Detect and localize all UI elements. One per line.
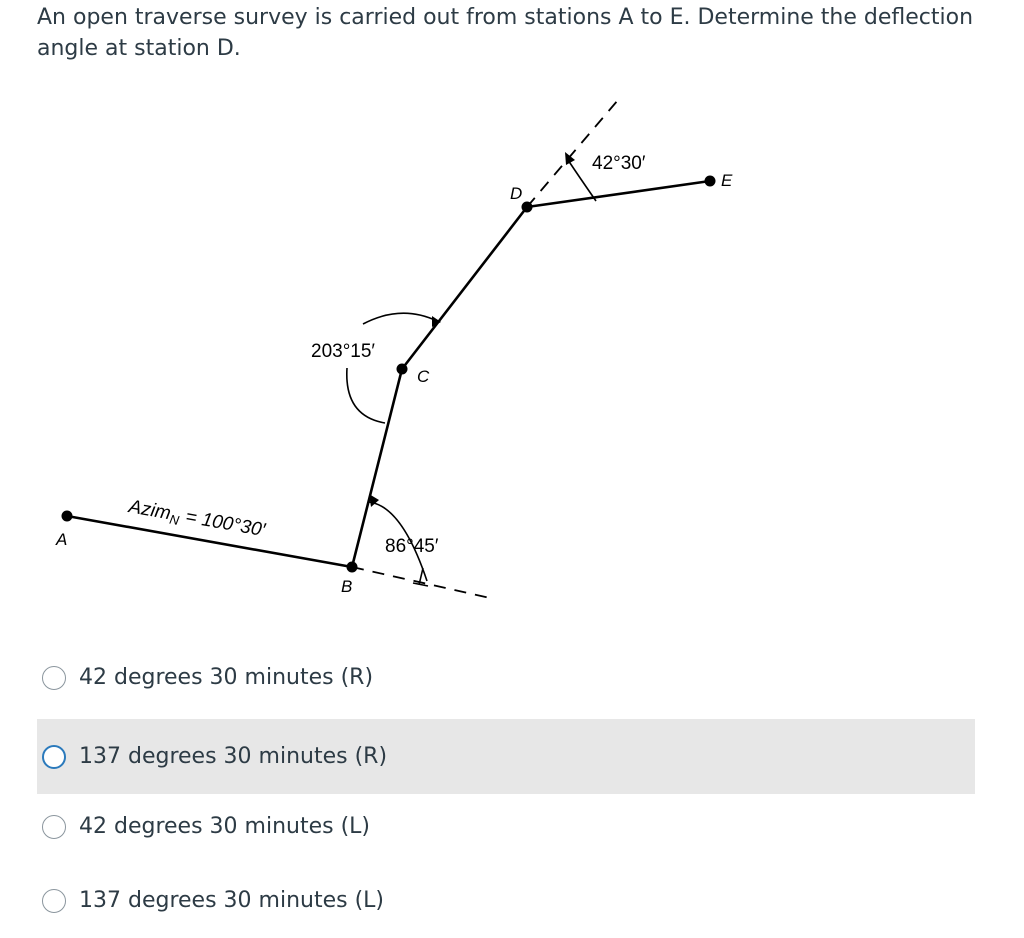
answer-label-1: 42 degrees 30 minutes (R) <box>79 665 374 690</box>
angle-d-label: 42°30′ <box>592 153 646 174</box>
angle-c-label: 203°15′ <box>311 341 375 362</box>
station-d-point <box>522 202 533 213</box>
station-d-label: D <box>510 184 523 203</box>
arc-angle-c <box>363 313 437 324</box>
station-a-point <box>62 511 73 522</box>
station-a-label: A <box>56 530 68 549</box>
answer-option-2[interactable] <box>37 719 975 794</box>
answer-label-2: 137 degrees 30 minutes (R) <box>79 744 388 769</box>
angle-b-label: 86°45′ <box>385 536 439 557</box>
answer-label-3: 42 degrees 30 minutes (L) <box>79 814 370 839</box>
station-c-label: C <box>417 367 430 386</box>
line-de <box>527 181 710 207</box>
answer-option-4[interactable] <box>37 863 975 938</box>
arc-angle-c-lower <box>347 368 385 423</box>
station-e-label: E <box>721 171 733 190</box>
azimuth-label: Azim <box>127 496 173 525</box>
answer-radio-4[interactable] <box>42 889 66 913</box>
station-b-label: B <box>341 577 353 596</box>
station-c-point <box>397 364 408 375</box>
answer-label-4: 137 degrees 30 minutes (L) <box>79 888 384 913</box>
azimuth-value: = 100°30′ <box>183 506 267 542</box>
azimuth-subscript: N <box>168 511 181 528</box>
answer-radio-1[interactable] <box>42 666 66 690</box>
question-text: An open traverse survey is carried out from stations A to E. Determine the deflection angle at station D. <box>37 5 974 61</box>
extension-ab-dashed <box>352 567 490 598</box>
answer-radio-2[interactable] <box>42 745 66 769</box>
answer-radio-3[interactable] <box>42 815 66 839</box>
answer-option-3[interactable] <box>37 789 975 864</box>
station-b-point <box>347 562 358 573</box>
station-e-point <box>705 176 716 187</box>
answer-option-1[interactable] <box>37 640 975 715</box>
line-cd <box>402 207 527 369</box>
svg-text:AzimN= 100°30′ <box>126 496 268 543</box>
